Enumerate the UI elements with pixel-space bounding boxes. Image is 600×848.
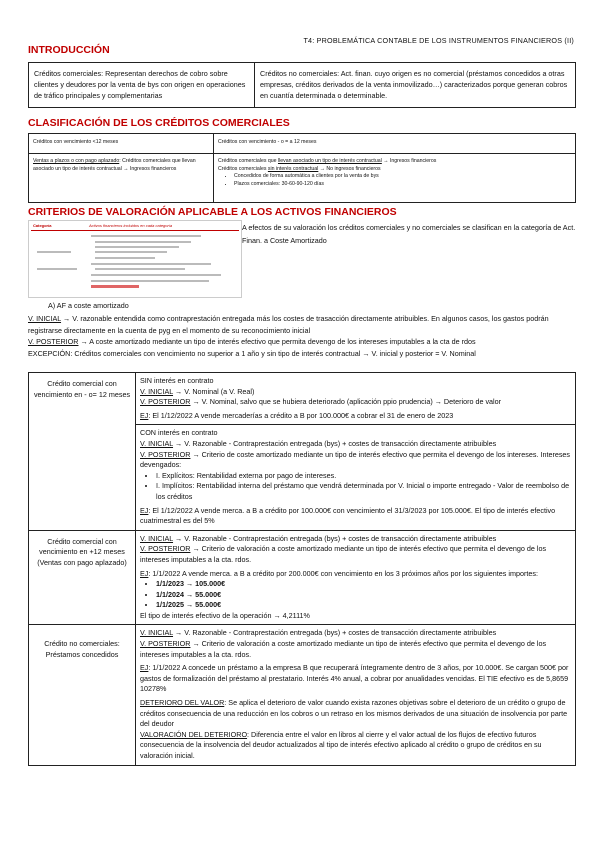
row-label-no-comerciales: Crédito no comerciales: Préstamos concedidos [29, 625, 136, 765]
con-interes-vi: V. INICIAL → V. Razonable - Contraprestación entregada (bys) + costes de transacción directamente atribuibles [140, 438, 497, 448]
thumb-col2: Activos financieros incluidos en cada categoría [89, 223, 173, 228]
thumb-col1: Categoría [33, 223, 52, 228]
cell-prestamos [136, 625, 576, 765]
row-label-credito-12: Crédito comercial con vencimiento en - o= 12 meses [29, 373, 136, 531]
clasif-line-sin-interes: Créditos comerciales sin interés contractual → No ingresos financieros [218, 165, 381, 172]
intro-cell-noncommercial: Créditos no comerciales: Act. finan. cuyo origen es no comercial (préstamos concedidos a otras empresas, créditos derivados de la venta inmovilizado…) caracterizados porque generan cobros en cuantía determinada o determinable. [255, 63, 576, 108]
aplazado-vi: V. INICIAL → V. Razonable - Contraprestación entregada (bys) + costes de transacción directamente atribuibles [140, 533, 497, 543]
criterio-v-posterior: V. POSTERIOR → A coste amortizado mediante un tipo de interés efectivo que permita devengo de los intereses imputables a la cta de rdos [28, 337, 476, 346]
intro-table [28, 62, 576, 108]
prestamo-ejemplo: EJ: 1/1/2022 A concede un préstamo a la empresa B que recuperará íntegramente dentro de 3 años, por 10.000€. Se cargan 500€ por gastos de formalización del préstamo al prestatario. Interés 4% anual, a cobrar por anualidades vencidas. El TIE efectivo es de 5,8659 10278% [140, 663, 569, 694]
document-header: T4: PROBLEMÁTICA CONTABLE DE LOS INSTRUMENTOS FINANCIEROS (II) [303, 36, 574, 45]
prestamo-vp: V. POSTERIOR → Criterio de valoración a coste amortizado mediante un tipo de interés efectivo que permita el devengo de los intereses imputables a la cta. rdos. [140, 639, 547, 659]
valoracion-deterioro: VALORACIÓN DEL DETERIORO: Diferencia entre el valor en libros al cierre y el valor actual de los flujos de efectivo futuros consecuencia de la insolvencia del deudor actualizados al tipo de interés efectivo aplicado al crédito o grupo de créditos en su valoración inicial. [140, 729, 542, 760]
con-interes-vp: V. POSTERIOR → Criterio de coste amortizado mediante un tipo de interés efectivo que permita el devengo de los intereses. Intereses devengados: [140, 449, 571, 470]
con-interes-ejemplo: EJ: El 1/12/2022 A vende merca. a B a crédito por 100.000€ con vencimiento el 31/3/2023 por 105.000€. El tipo de interés efectivo cuatrimestral es del 5% [140, 505, 556, 526]
cell-sin-interes [136, 373, 576, 425]
aplazado-tie: El tipo de interés efectivo de la operación → 4,2111% [140, 610, 310, 620]
criterio-v-inicial: V. INICIAL → V. razonable entendida como contraprestación entregada más los costes de trasacción directamente atribuibles. En algunos casos, los gastos podrán registrarse directamente en la cuenta de pyg en el momento de su reconocimiento inicial [28, 314, 549, 335]
deterioro-valor: DETERIORO DEL VALOR: Se aplica el deterioro de valor cuando exista razones objetivas sobre el deterioro de un crédito o grupo de créditos consecuencia de una reducción en los cobros o un retraso en los mismos derivados de una situación de insolvencia por parte del deudor [140, 698, 568, 729]
clasif-bullets [218, 173, 571, 188]
intro-cell-commercial: Créditos comerciales: Representan derechos de cobro sobre clientes y deudores por la venta de bys con origen en operaciones de tráfico principales y complementarias [29, 63, 255, 108]
clasif-cell-aplazado [29, 154, 214, 203]
criterios-heading: CRITERIOS DE VALORACIÓN APLICABLE A LOS ACTIVOS FINANCIEROS [28, 206, 397, 218]
sin-interes-vi: V. INICIAL → V. Nominal (a V. Real) [140, 386, 255, 396]
clasif-cell-lt12: Créditos con vencimiento <12 meses [29, 134, 214, 154]
cell-con-interes [136, 425, 576, 530]
aplazado-desc: : Créditos comerciales que llevan asociado un tipo de interés contractual → Ingresos financieros [33, 158, 196, 172]
aplazado-vp: V. POSTERIOR → Criterio de valoración a coste amortizado mediante un tipo de interés efectivo que permita el devengo de los intereses imputables a la cta. rdos. [140, 544, 547, 564]
intereses-bullets [140, 471, 571, 503]
importe-item: • 1/1/2023 → 105.000€ [156, 579, 571, 590]
aplazado-importes [140, 579, 571, 611]
criterio-excepcion: EXCEPCIÓN: Créditos comerciales con vencimiento no superior a 1 año y sin tipo de interés contractual → V. inicial y posterior = V. Nominal [28, 348, 476, 358]
cell-pago-aplazado [136, 530, 576, 625]
clasif-bullet: • Plazos comerciales: 30-60-90-120 días [234, 181, 571, 189]
criterios-side-text: A efectos de su valoración los créditos comerciales y no comerciales se clasifican en la categoría de Act. Finan. a Coste Amortizado [242, 223, 576, 245]
clasif-line-con-interes: Créditos comerciales que llevan asociado un tipo de interés contractual → Ingresos financieros [218, 158, 437, 164]
importe-item: • 1/1/2025 → 55.000€ [156, 600, 571, 611]
clasif-cell-le12: Créditos con vencimiento - o = a 12 meses [214, 134, 576, 154]
row-label-credito-mas12: Crédito comercial con vencimiento en +12 meses (Ventas con pago aplazado) [29, 530, 136, 625]
clasificacion-table [28, 133, 576, 203]
con-interes-title: CON interés en contrato [140, 428, 218, 438]
sin-interes-title: SIN interés en contrato [140, 376, 214, 385]
importe-item: • 1/1/2024 → 55.000€ [156, 590, 571, 601]
clasif-bullet: • Concedidos de forma automática a clientes por la venta de bys [234, 173, 571, 181]
categories-table-image [28, 220, 242, 298]
af-coste-amortizado-subheading: A) AF a coste amortizado [48, 301, 129, 310]
interes-bullet: • I. Implícitos: Rentabilidad interna del préstamo que vendrá determinada por V. Inicial o importe entregado - Valor de reembolso de los créditos [156, 481, 571, 502]
aplazado-term: Ventas a plazos o con pago aplazado [33, 158, 120, 164]
clasif-cell-intereses [214, 154, 576, 203]
aplazado-ejemplo: EJ: 1/1/2022 A vende merca. a B a crédito por 200.000€ con vencimiento en los 3 próximos años por los siguientes importes: [140, 568, 538, 578]
criterios-body [28, 313, 576, 359]
sin-interes-ejemplo: EJ: El 1/12/2022 A vende mercaderías a crédito a B por 100.000€ a cobrar el 31 de enero de 2023 [140, 410, 454, 420]
creditos-table [28, 372, 576, 766]
prestamo-vi: V. INICIAL → V. Razonable - Contraprestación entregada (bys) + costes de transacción directamente atribuibles [140, 628, 497, 638]
interes-bullet: • I. Explícitos: Rentabilidad externa por pago de intereses. [156, 471, 571, 482]
sin-interes-vp: V. POSTERIOR → V. Nominal, salvo que se hubiera deteriorado (aplicación ppio prudencia) → Deterioro de valor [140, 397, 502, 407]
intro-heading: INTRODUCCIÓN [28, 44, 110, 56]
clasificacion-heading: CLASIFICACIÓN DE LOS CRÉDITOS COMERCIALES [28, 117, 290, 129]
